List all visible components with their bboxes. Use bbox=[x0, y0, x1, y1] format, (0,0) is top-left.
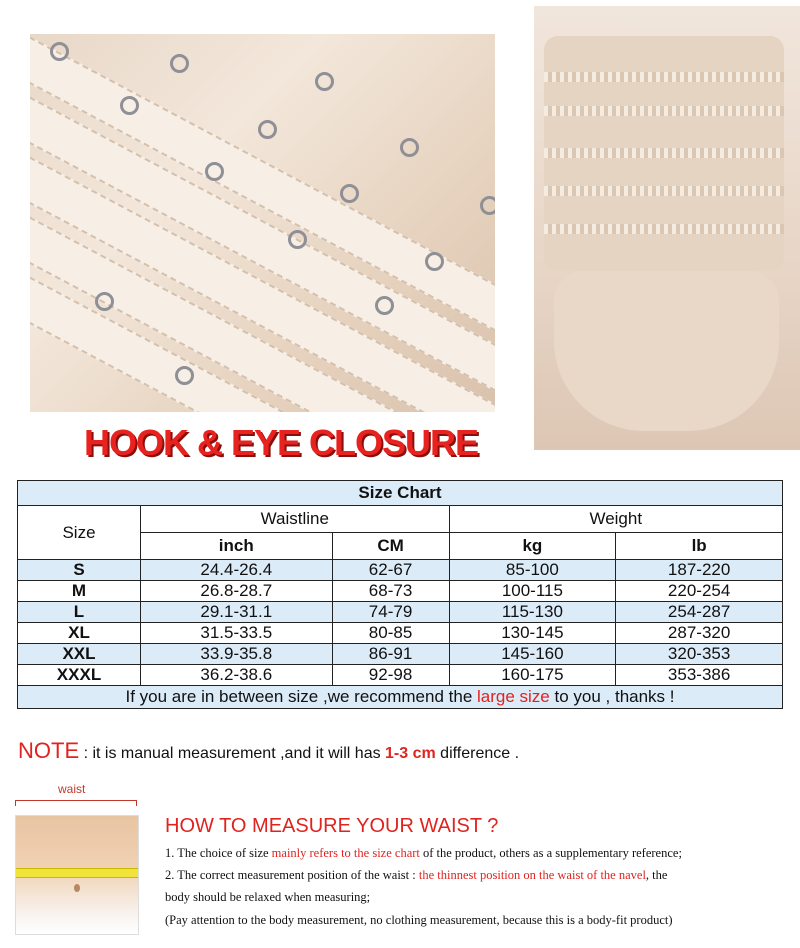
cm-cell: 74-79 bbox=[332, 602, 449, 623]
note-text: : it is manual measurement ,and it will has bbox=[79, 745, 386, 762]
cm-cell: 68-73 bbox=[332, 581, 449, 602]
footnote-text-end: to you , thanks ! bbox=[549, 687, 675, 706]
table-row bbox=[18, 623, 783, 644]
table-row bbox=[18, 602, 783, 623]
weight-header: Weight bbox=[449, 506, 782, 533]
kg-cell: 85-100 bbox=[449, 560, 616, 581]
howto-text: of the product, others as a supplementary reference; bbox=[419, 846, 682, 860]
hook-eye-closure-photo bbox=[30, 34, 495, 412]
note-highlight: 1-3 cm bbox=[385, 745, 436, 762]
kg-cell: 130-145 bbox=[449, 623, 616, 644]
size-chart-title: Size Chart bbox=[18, 481, 783, 506]
size-chart-footnote bbox=[18, 686, 783, 709]
cm-cell: 86-91 bbox=[332, 644, 449, 665]
size-chart-table bbox=[17, 480, 783, 709]
waist-bracket bbox=[15, 800, 137, 806]
kg-cell: 100-115 bbox=[449, 581, 616, 602]
size-cell: XXL bbox=[18, 644, 141, 665]
lb-cell: 254-287 bbox=[616, 602, 783, 623]
waistline-header: Waistline bbox=[141, 506, 450, 533]
howto-text: , the bbox=[645, 868, 668, 882]
size-column-header: Size bbox=[18, 506, 141, 560]
inch-cell: 36.2-38.6 bbox=[141, 665, 333, 686]
size-cell: M bbox=[18, 581, 141, 602]
kg-cell: 145-160 bbox=[449, 644, 616, 665]
howto-line-1 bbox=[165, 846, 682, 861]
note-label: NOTE bbox=[18, 738, 80, 763]
unit-inch-header: inch bbox=[141, 533, 333, 560]
size-cell: L bbox=[18, 602, 141, 623]
howto-highlight: mainly refers to the size chart bbox=[271, 846, 420, 860]
howto-text: 1. The choice of size bbox=[165, 846, 272, 860]
measurement-note bbox=[18, 738, 519, 764]
table-row bbox=[18, 560, 783, 581]
howto-text: 2. The correct measurement position of the waist : bbox=[165, 868, 419, 882]
inch-cell: 29.1-31.1 bbox=[141, 602, 333, 623]
lb-cell: 187-220 bbox=[616, 560, 783, 581]
measuring-tape bbox=[16, 868, 138, 878]
table-row bbox=[18, 581, 783, 602]
lb-cell: 220-254 bbox=[616, 581, 783, 602]
cm-cell: 80-85 bbox=[332, 623, 449, 644]
cm-cell: 62-67 bbox=[332, 560, 449, 581]
size-chart-footnote-row bbox=[18, 686, 783, 709]
inch-cell: 24.4-26.4 bbox=[141, 560, 333, 581]
size-cell: S bbox=[18, 560, 141, 581]
lb-cell: 353-386 bbox=[616, 665, 783, 686]
lb-cell: 320-353 bbox=[616, 644, 783, 665]
cm-cell: 92-98 bbox=[332, 665, 449, 686]
unit-kg-header: kg bbox=[449, 533, 616, 560]
size-cell: XXXL bbox=[18, 665, 141, 686]
table-row bbox=[18, 644, 783, 665]
unit-cm-header: CM bbox=[332, 533, 449, 560]
lb-cell: 287-320 bbox=[616, 623, 783, 644]
inch-cell: 31.5-33.5 bbox=[141, 623, 333, 644]
note-text-end: difference . bbox=[435, 745, 520, 762]
closure-headline: HOOK & EYE CLOSURE bbox=[84, 422, 479, 463]
waist-label: waist bbox=[58, 782, 86, 796]
kg-cell: 160-175 bbox=[449, 665, 616, 686]
model-wearing-shaper-photo bbox=[534, 6, 800, 450]
howto-highlight: the thinnest position on the waist of the navel bbox=[418, 868, 646, 882]
table-row bbox=[18, 665, 783, 686]
howto-line-2 bbox=[165, 868, 667, 883]
footnote-highlight: large size bbox=[477, 687, 550, 706]
footnote-text: If you are in between size ,we recommend the bbox=[125, 687, 477, 706]
kg-cell: 115-130 bbox=[449, 602, 616, 623]
howto-line-4: (Pay attention to the body measurement, no clothing measurement, because this is a body-fit product) bbox=[165, 913, 673, 927]
howto-line-3: body should be relaxed when measuring; bbox=[165, 890, 371, 904]
unit-lb-header: lb bbox=[616, 533, 783, 560]
inch-cell: 33.9-35.8 bbox=[141, 644, 333, 665]
howto-title: HOW TO MEASURE YOUR WAIST ? bbox=[165, 815, 499, 837]
size-cell: XL bbox=[18, 623, 141, 644]
waist-measure-photo bbox=[15, 815, 139, 935]
inch-cell: 26.8-28.7 bbox=[141, 581, 333, 602]
